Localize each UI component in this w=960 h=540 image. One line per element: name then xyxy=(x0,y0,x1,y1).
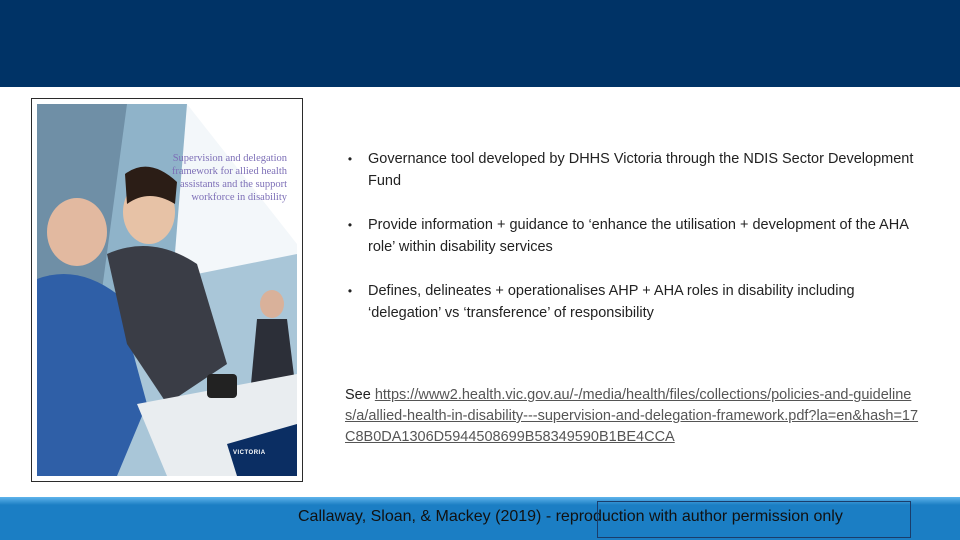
bullet-text: Defines, delineates + operationalises AHP + AHA roles in disability including ‘delegation’ vs ‘transference’ of responsibility xyxy=(368,283,855,321)
bullet-glyph: • xyxy=(347,152,353,166)
framework-cover-image xyxy=(31,98,303,482)
bullet-glyph: • xyxy=(347,218,353,232)
bullet-glyph: • xyxy=(347,284,353,298)
bullet-text: Provide information + guidance to ‘enhance the utilisation + development of the AHA role’ within disability services xyxy=(368,217,909,255)
cover-title: Supervision and delegation framework for allied health assistants and the support workforce in disability xyxy=(171,153,287,203)
see-prefix: See xyxy=(345,387,375,403)
reference-block xyxy=(345,385,920,448)
title-banner xyxy=(0,0,960,87)
victoria-logo: VICTORIA xyxy=(233,450,266,456)
permission-highlight-box xyxy=(597,501,911,538)
bullet-item xyxy=(344,280,924,324)
bullet-item xyxy=(344,214,924,258)
citation-text: Callaway, Sloan, & Mackey (2019) - reproduction with author permission only xyxy=(298,508,843,525)
framework-link[interactable]: https://www2.health.vic.gov.au/-/media/health/files/collections/policies-and-guidelines/a/allied-health-in-disability---supervision-and-delegation-framework.pdf?la=en&hash=17C8B0DA1306D5944508699B58349590B1BE4CCA xyxy=(345,387,919,445)
bullet-text: Governance tool developed by DHHS Victoria through the NDIS Sector Development Fund xyxy=(368,151,914,189)
cover-artwork xyxy=(37,104,297,476)
bullet-item xyxy=(344,148,924,192)
bullet-list xyxy=(344,148,924,346)
